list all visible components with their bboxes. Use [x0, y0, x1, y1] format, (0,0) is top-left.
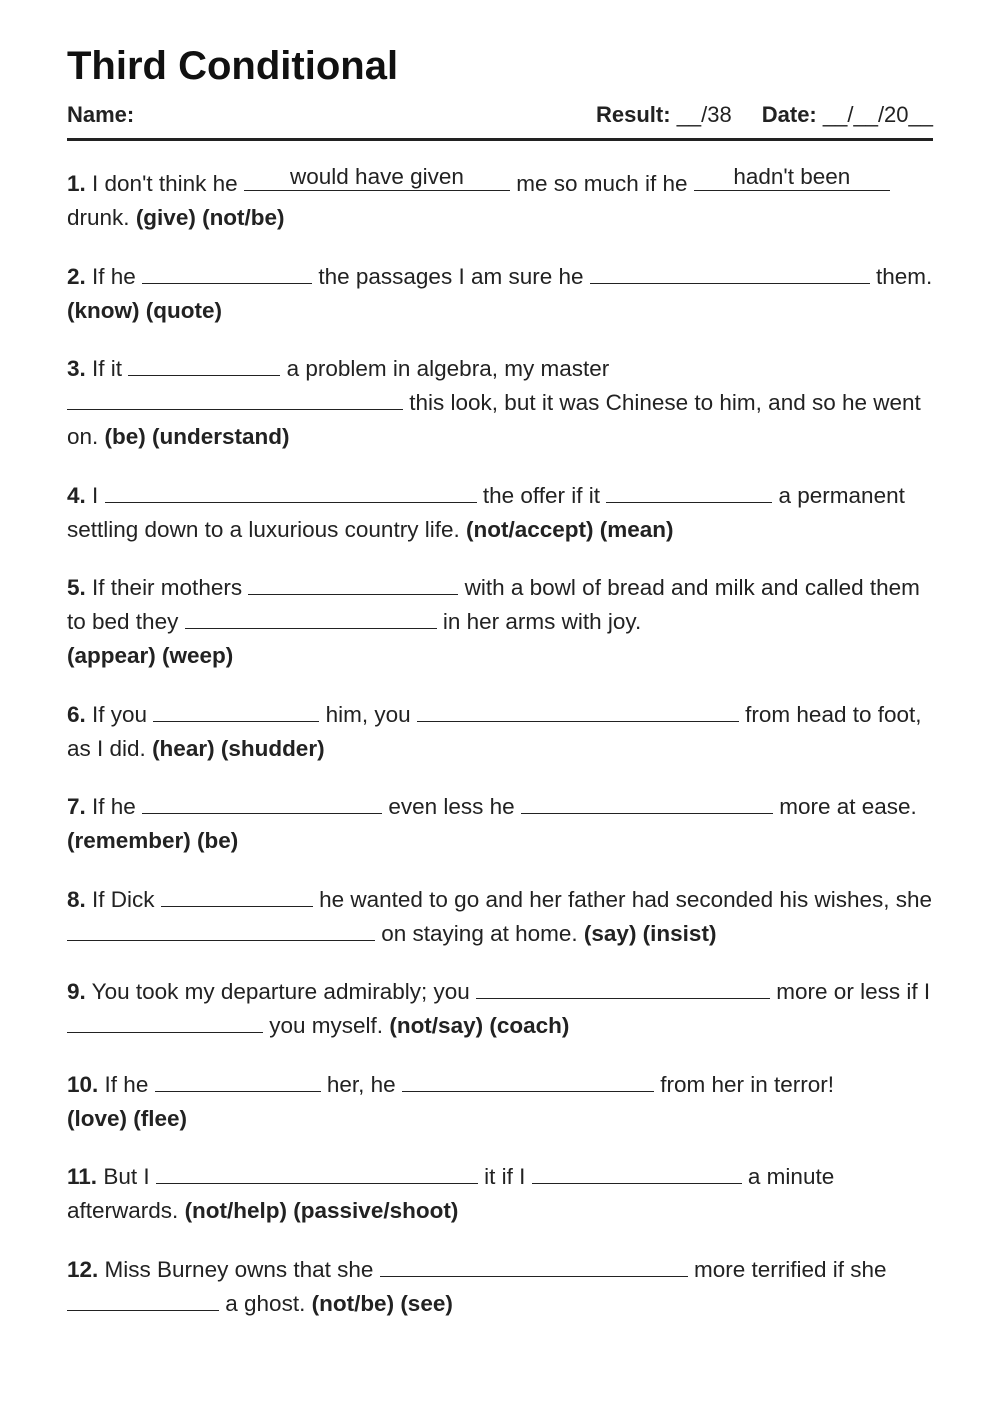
question-text: Miss Burney owns that she [104, 1256, 374, 1282]
answer-blank[interactable] [402, 1069, 654, 1092]
question-text: If you [92, 701, 148, 727]
question-text: You took my departure admirably; you [91, 979, 470, 1004]
question-11 [67, 1160, 933, 1228]
answer-blank[interactable] [694, 164, 890, 191]
question-number: 9. [67, 979, 86, 1004]
header-divider [67, 138, 933, 141]
question-10 [67, 1068, 933, 1136]
answer-blank[interactable] [156, 1161, 478, 1184]
question-text: I [92, 482, 99, 508]
answer-blank[interactable] [155, 1069, 321, 1092]
worksheet-header [67, 102, 933, 132]
answer-blank[interactable] [590, 261, 870, 284]
verb-hint: (not/accept) (mean) [465, 516, 674, 542]
question-text: more at ease. [779, 794, 917, 819]
question-6 [67, 698, 933, 766]
question-number: 3. [67, 356, 86, 381]
question-list [67, 164, 933, 1345]
question-text: her, he [326, 1071, 396, 1097]
question-text: even less he [388, 794, 515, 819]
question-number: 10. [67, 1071, 99, 1097]
question-text: more terrified if she [693, 1256, 887, 1282]
answer-blank[interactable] [105, 480, 477, 503]
result-label: Result: [596, 102, 671, 127]
question-text: a minute afterwards. [67, 1164, 835, 1223]
question-text: the offer if it [482, 482, 600, 508]
question-text: a ghost. [225, 1290, 306, 1316]
question-4 [67, 479, 933, 547]
verb-hint: (love) (flee) [67, 1105, 188, 1131]
verb-hint: (remember) (be) [67, 828, 239, 853]
question-number: 11. [67, 1164, 98, 1189]
question-text: them. [876, 263, 933, 289]
question-text: on staying at home. [381, 920, 578, 946]
question-8 [67, 883, 933, 951]
result-date-group [596, 102, 933, 128]
answer-text: would have given [290, 164, 464, 189]
question-number: 1. [67, 171, 86, 196]
answer-text: hadn't been [733, 164, 851, 189]
answer-blank[interactable] [380, 1254, 688, 1277]
question-number: 5. [67, 575, 86, 600]
page-title: Third Conditional [67, 44, 399, 88]
question-text: But I [103, 1164, 150, 1189]
verb-hint: (not/say) (coach) [389, 1013, 570, 1038]
question-9 [67, 975, 933, 1043]
question-text: If he [92, 263, 136, 289]
question-12 [67, 1253, 933, 1321]
question-text: If their mothers [92, 575, 243, 600]
answer-blank[interactable] [161, 884, 313, 907]
question-number: 2. [67, 263, 86, 289]
verb-hint: (know) (quote) [67, 297, 222, 323]
question-text: If Dick [92, 886, 155, 912]
question-number: 8. [67, 886, 86, 912]
question-7 [67, 790, 933, 858]
question-text: If it [92, 356, 123, 381]
question-text: a problem in algebra, my master [286, 356, 610, 381]
verb-hint: (hear) (shudder) [152, 735, 325, 761]
question-text: from head to foot, as I did. [67, 701, 922, 761]
result-value: __/38 [676, 102, 732, 127]
question-text: drunk. [67, 205, 130, 230]
answer-blank[interactable] [142, 791, 382, 814]
question-text: more or less if I [776, 979, 931, 1004]
verb-hint: (not/help) (passive/shoot) [184, 1198, 459, 1223]
date-value: __/__/20__ [822, 102, 933, 127]
question-number: 4. [67, 482, 86, 508]
question-text: me so much if he [516, 171, 688, 196]
answer-blank[interactable] [142, 261, 312, 284]
answer-blank[interactable] [606, 480, 772, 503]
answer-blank[interactable] [153, 699, 319, 722]
question-number: 6. [67, 701, 86, 727]
verb-hint: (appear) (weep) [67, 643, 234, 668]
date-label: Date: [761, 102, 817, 127]
question-number: 7. [67, 794, 86, 819]
question-text: this look, but it was Chinese to him, and so he went on. [67, 390, 921, 449]
verb-hint: (say) (insist) [583, 920, 717, 946]
question-text: If he [92, 794, 136, 819]
answer-blank[interactable] [128, 353, 280, 376]
verb-hint: (be) (understand) [104, 424, 290, 449]
verb-hint: (give) (not/be) [135, 205, 285, 230]
question-text: from her in terror! [660, 1071, 834, 1097]
name-label: Name: [67, 102, 135, 127]
question-text: in her arms with joy. [442, 609, 642, 634]
question-text: he wanted to go and her father had seconded his wishes, she [319, 886, 932, 912]
question-text: him, you [325, 701, 411, 727]
question-3 [67, 352, 933, 454]
answer-blank[interactable] [521, 791, 773, 814]
answer-blank[interactable] [67, 1288, 219, 1311]
question-text: a permanent settling down to a luxurious country life. [67, 482, 905, 542]
question-text: I don't think he [92, 171, 238, 196]
answer-blank[interactable] [248, 572, 458, 595]
answer-blank[interactable] [67, 1010, 263, 1033]
question-text: it if I [484, 1164, 526, 1189]
question-text: with a bowl of bread and milk and called them to bed they [67, 575, 920, 634]
answer-blank[interactable] [244, 164, 510, 191]
answer-blank[interactable] [67, 387, 403, 410]
question-1 [67, 164, 933, 235]
question-text: the passages I am sure he [318, 263, 584, 289]
answer-blank[interactable] [185, 606, 437, 629]
question-text: If he [104, 1071, 149, 1097]
question-number: 12. [67, 1256, 99, 1282]
question-5 [67, 571, 933, 673]
answer-blank[interactable] [532, 1161, 742, 1184]
answer-blank[interactable] [67, 918, 375, 941]
verb-hint: (not/be) (see) [311, 1290, 453, 1316]
question-2 [67, 260, 933, 328]
answer-blank[interactable] [476, 976, 770, 999]
answer-blank[interactable] [417, 699, 739, 722]
question-text: you myself. [269, 1013, 384, 1038]
